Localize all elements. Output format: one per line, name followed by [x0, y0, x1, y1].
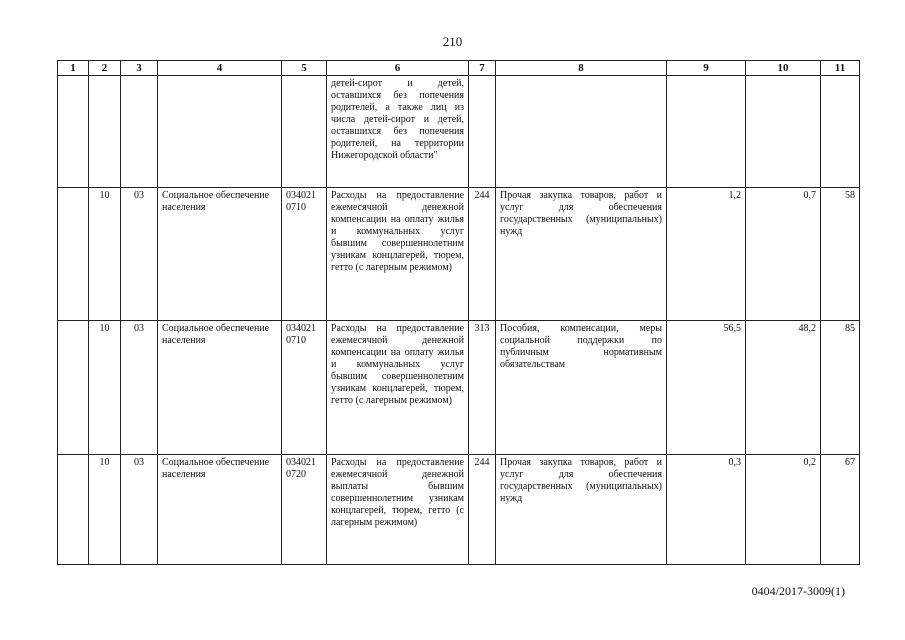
cell-section	[89, 76, 121, 188]
cell-value-col-9: 0,3	[667, 455, 746, 565]
header-col-11: 11	[821, 61, 860, 76]
header-col-6: 6	[327, 61, 469, 76]
cell-expense-type-code: 244	[469, 455, 496, 565]
header-col-10: 10	[746, 61, 821, 76]
cell-expense-description: Расходы на предоставление ежемесячной денежной компенсации на оплату жилья и коммунальных услуг бывшим совершеннолетним узникам концлагерей, тюрем, гетто (с лагерным режимом)	[327, 321, 469, 455]
cell-expense-type-name: Прочая закупка товаров, работ и услуг для обеспечения государственных (муниципальных) нужд	[496, 188, 667, 321]
cell-value-col-11: 85	[821, 321, 860, 455]
cell-col-1	[58, 188, 89, 321]
cell-target-article	[282, 76, 327, 188]
cell-expense-type-name: Прочая закупка товаров, работ и услуг для обеспечения государственных (муниципальных) нужд	[496, 455, 667, 565]
header-row	[58, 61, 860, 76]
header-col-2: 2	[89, 61, 121, 76]
cell-value-col-9: 1,2	[667, 188, 746, 321]
cell-col-1	[58, 455, 89, 565]
cell-value-col-11	[821, 76, 860, 188]
cell-value-col-9: 56,5	[667, 321, 746, 455]
page-number: 210	[442, 34, 463, 49]
table-row	[58, 455, 860, 565]
cell-section-name: Социальное обеспечение населения	[158, 455, 282, 565]
cell-expense-type-code	[469, 76, 496, 188]
cell-value-col-11: 67	[821, 455, 860, 565]
cell-section-name	[158, 76, 282, 188]
cell-section: 10	[89, 321, 121, 455]
header-col-3: 3	[121, 61, 158, 76]
cell-expense-description: Расходы на предоставление ежемесячной денежной компенсации на оплату жилья и коммунальных услуг бывшим совершеннолетним узникам концлагерей, тюрем, гетто (с лагерным режимом)	[327, 188, 469, 321]
budget-table	[57, 60, 860, 565]
cell-target-article: 034021 0720	[282, 455, 327, 565]
header-col-1: 1	[58, 61, 89, 76]
cell-subsection: 03	[121, 188, 158, 321]
cell-value-col-10: 0,2	[746, 455, 821, 565]
cell-value-col-10	[746, 76, 821, 188]
cell-subsection	[121, 76, 158, 188]
cell-value-col-10: 0,7	[746, 188, 821, 321]
cell-expense-description: Расходы на предоставление ежемесячной денежной выплаты бывшим совершеннолетним узникам концлагерей, тюрем, гетто (с лагерным режимом)	[327, 455, 469, 565]
header-col-9: 9	[667, 61, 746, 76]
cell-value-col-11: 58	[821, 188, 860, 321]
cell-target-article: 034021 0710	[282, 188, 327, 321]
header-col-7: 7	[469, 61, 496, 76]
cell-expense-type-name: Пособия, компенсации, меры социальной поддержки по публичным нормативным обязательствам	[496, 321, 667, 455]
header-col-5: 5	[282, 61, 327, 76]
cell-expense-type-code: 313	[469, 321, 496, 455]
cell-section-name: Социальное обеспечение населения	[158, 188, 282, 321]
cell-section: 10	[89, 188, 121, 321]
cell-value-col-10: 48,2	[746, 321, 821, 455]
cell-col-1	[58, 76, 89, 188]
cell-target-article: 034021 0710	[282, 321, 327, 455]
cell-expense-type-name	[496, 76, 667, 188]
cell-section-name: Социальное обеспечение населения	[158, 321, 282, 455]
cell-col-1	[58, 321, 89, 455]
cell-value-col-9	[667, 76, 746, 188]
cell-expense-type-code: 244	[469, 188, 496, 321]
table-row	[58, 321, 860, 455]
cell-section: 10	[89, 455, 121, 565]
header-col-8: 8	[496, 61, 667, 76]
cell-expense-description: детей-сирот и детей, оставшихся без попечения родителей, а также лиц из числа детей-сирот и детей, оставшихся без попечения родителей, на территории Нижегородской области"	[327, 76, 469, 188]
header-col-4: 4	[158, 61, 282, 76]
cell-subsection: 03	[121, 455, 158, 565]
table-row	[58, 188, 860, 321]
cell-subsection: 03	[121, 321, 158, 455]
table-row	[58, 76, 860, 188]
document-id: 0404/2017-3009(1)	[751, 584, 845, 598]
